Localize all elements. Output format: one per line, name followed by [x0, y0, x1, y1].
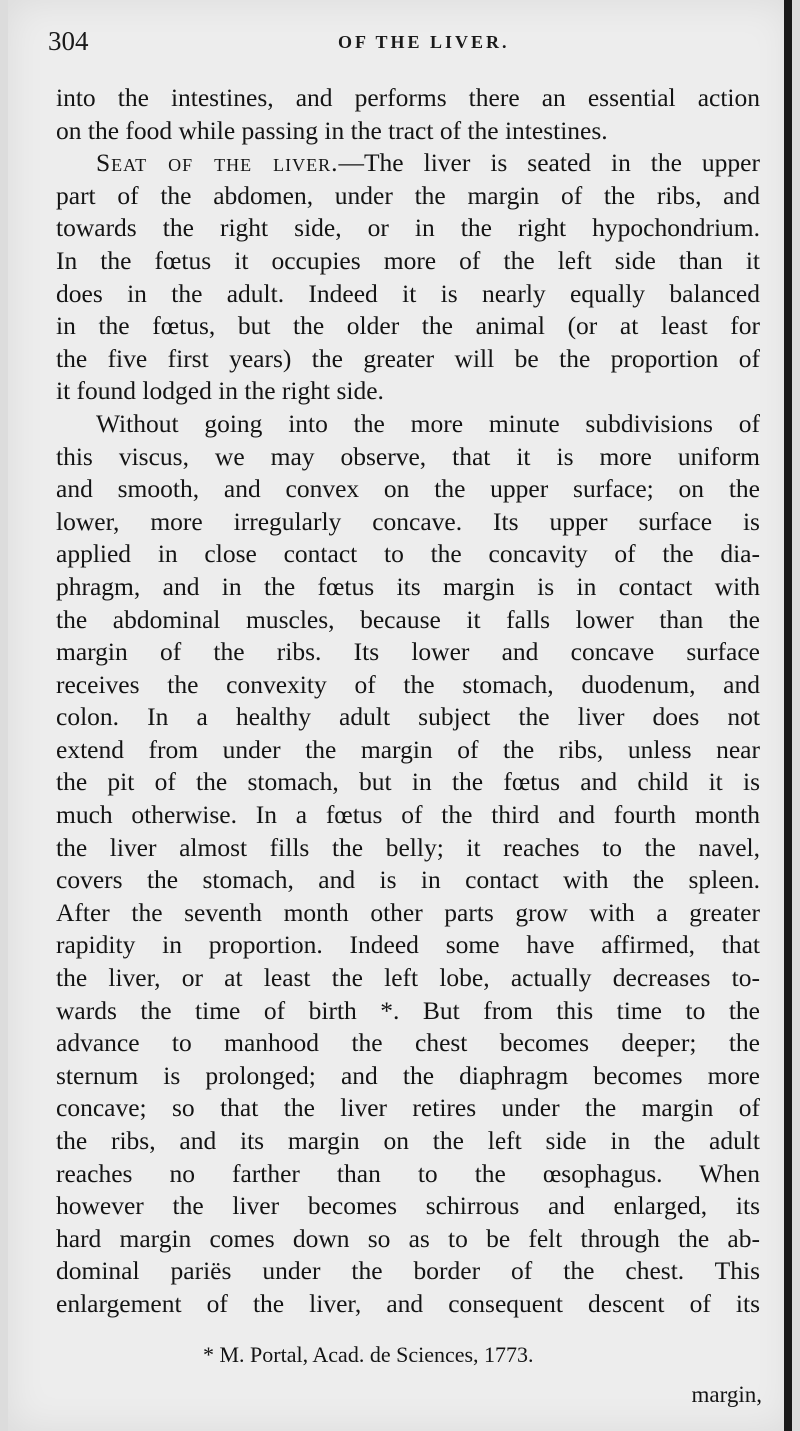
text-line: this viscus, we may observe, that it is more uniform — [56, 441, 760, 471]
text-line: in the fœtus, but the older the animal (or at least for — [56, 311, 760, 341]
text-line: it found lodged in the right side. — [56, 376, 384, 406]
text-line: Without going into the more minute subdivisions of — [96, 408, 760, 438]
text-line: colon. In a healthy adult subject the liver does not — [56, 702, 760, 732]
page-edge — [784, 0, 792, 1431]
text-line: extend from under the margin of the ribs, unless near — [56, 734, 760, 764]
text-line: lower, more irregularly concave. Its upper surface is — [56, 506, 760, 536]
body-text — [56, 82, 760, 1321]
text-line: concave; so that the liver retires under the margin of — [56, 1093, 760, 1123]
text-line: enlargement of the liver, and consequent descent of its — [56, 1288, 760, 1318]
running-head — [48, 26, 748, 60]
section-heading: Seat of the liver. — [96, 148, 339, 178]
text-line: much otherwise. In a fœtus of the third and fourth month — [56, 800, 760, 830]
text-line: phragm, and in the fœtus its margin is in contact with — [56, 571, 760, 601]
text-line: the liver, or at least the left lobe, actually decreases to- — [56, 963, 760, 993]
text-line: on the food while passing in the tract of the intestines. — [56, 115, 608, 145]
text-line: the abdominal muscles, because it falls lower than the — [56, 604, 760, 634]
text-line: covers the stomach, and is in contact with the spleen. — [56, 865, 760, 895]
text-line: receives the convexity of the stomach, duodenum, and — [56, 669, 760, 699]
text-line: advance to manhood the chest becomes deeper; the — [56, 1028, 760, 1058]
running-title: OF THE LIVER. — [338, 32, 510, 52]
text-line: reaches no farther than to the œsophagus. When — [56, 1158, 760, 1188]
text-line: dominal pariës under the border of the chest. This — [56, 1256, 760, 1286]
text-line: the ribs, and its margin on the left side in the adult — [56, 1126, 760, 1155]
text-line: into the intestines, and performs there an essential action — [56, 83, 760, 112]
text-line: After the seventh month other parts grow with a greater — [56, 897, 760, 927]
text-line: the liver almost fills the belly; it reaches to the navel, — [56, 832, 760, 862]
text-line: sternum is prolonged; and the diaphragm becomes more — [56, 1060, 760, 1090]
text-line — [56, 147, 760, 180]
text-line: however the liver becomes schirrous and enlarged, its — [56, 1191, 760, 1221]
text-line: part of the abdomen, under the margin of the ribs, and — [56, 180, 760, 210]
text-line: towards the right side, or in the right hypochondrium. — [56, 213, 760, 243]
text-line: In the fœtus it occupies more of the left side than it — [56, 245, 760, 275]
footnote: * M. Portal, Acad. de Sciences, 1773. — [203, 1342, 534, 1367]
text-line: does in the adult. Indeed it is nearly equally balanced — [56, 278, 760, 308]
text-line: wards the time of birth *. But from this time to the — [56, 995, 760, 1025]
page-number: 304 — [48, 26, 89, 56]
text-line: the five first years) the greater will be the proportion of — [56, 343, 760, 373]
text-line: hard margin comes down so as to be felt through the ab- — [56, 1223, 760, 1253]
catchword: margin, — [691, 1382, 762, 1407]
text-line: and smooth, and convex on the upper surface; on the — [56, 474, 760, 504]
book-page — [8, 0, 792, 1431]
text-line: the pit of the stomach, but in the fœtus and child it is — [56, 767, 760, 797]
text-line-rest: —The liver is seated in the upper — [338, 148, 760, 178]
text-line: rapidity in proportion. Indeed some have affirmed, that — [56, 930, 760, 960]
text-line: applied in close contact to the concavity of the dia- — [56, 539, 760, 569]
text-line: margin of the ribs. Its lower and concave surface — [56, 637, 760, 667]
